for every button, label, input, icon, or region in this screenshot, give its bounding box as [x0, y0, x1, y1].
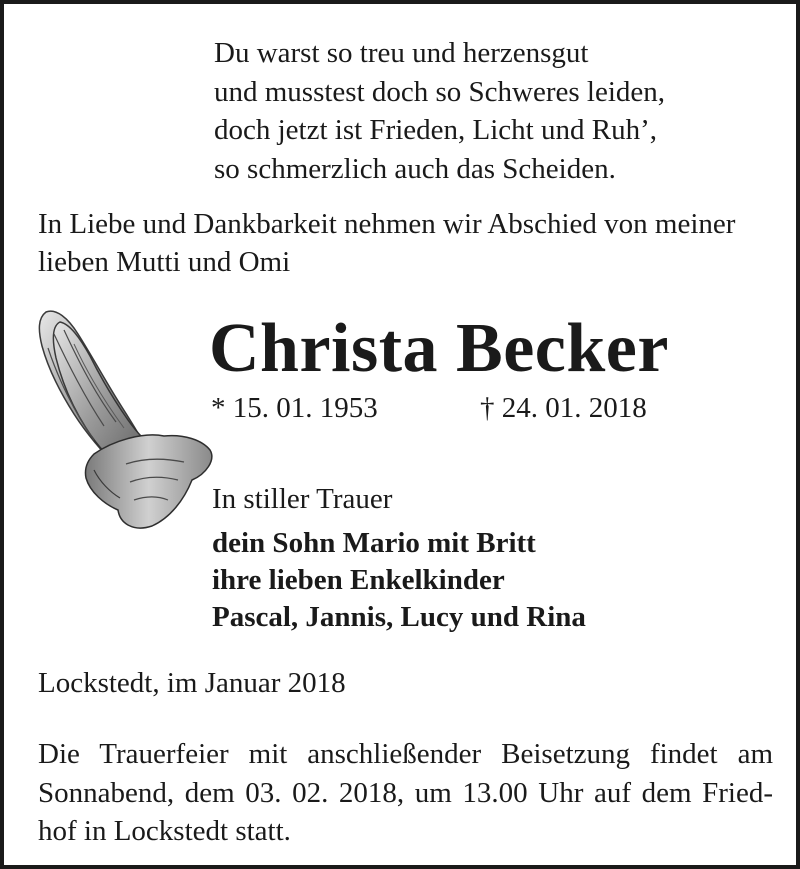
intro-line: lieben Mutti und Omi [38, 246, 291, 278]
deceased-name: Christa Becker [209, 310, 669, 387]
place-date: Lockstedt, im Januar 2018 [38, 667, 346, 699]
mourner-line: ihre lieben Enkelkinder [212, 564, 505, 596]
praying-hands-icon [34, 304, 219, 534]
intro-line: In Liebe und Dankbarkeit nehmen wir Abschied von meiner [38, 208, 736, 240]
intro-text [38, 205, 778, 281]
mourners-list [212, 525, 772, 636]
mourner-line: dein Sohn Mario mit Britt [212, 527, 536, 559]
funeral-line: hof in Lockstedt statt. [38, 815, 291, 847]
poem-line: so schmerzlich auch das Scheiden. [214, 152, 616, 185]
funeral-line: Die Trauerfeier mit anschließender Beisetzung findet am [38, 738, 773, 770]
funeral-notice [38, 735, 773, 851]
mourning-heading: In stiller Trauer [212, 483, 393, 515]
birth-date: * 15. 01. 1953 [211, 392, 378, 424]
funeral-line: Sonnabend, dem 03. 02. 2018, um 13.00 Uhr auf dem Fried- [38, 776, 773, 809]
poem-line: Du warst so treu und herzensgut [214, 37, 589, 69]
poem [214, 34, 774, 188]
poem-line: und musstest doch so Schweres leiden, [214, 75, 666, 108]
death-date: † 24. 01. 2018 [480, 392, 647, 424]
mourner-line: Pascal, Jannis, Lucy und Rina [212, 601, 586, 633]
poem-line: doch jetzt ist Frieden, Licht und Ruh’, [214, 114, 657, 146]
